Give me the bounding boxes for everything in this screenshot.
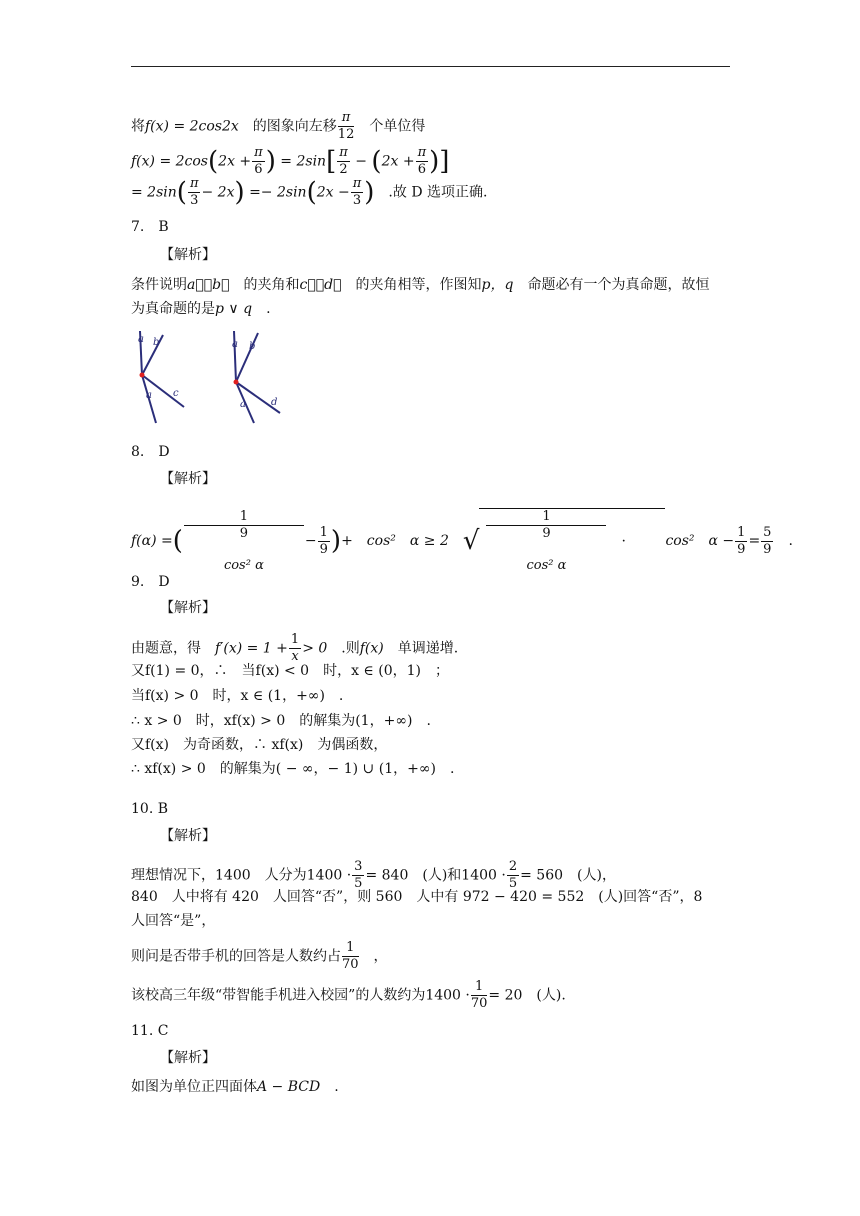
eq-line-2: f(x) = 2cos(2x + $\frac{\pi}{6}$ ) = 2sin[ $\frac{\pi}{2}$ − (2x + $\frac{\pi}{6}$ )] bbox=[131, 145, 450, 177]
question-9-line-6: ∴ xf(x) > 0 的解集为( − ∞，− 1) ∪ (1，+∞) . bbox=[131, 761, 455, 777]
question-10-number: 10. B bbox=[131, 801, 169, 817]
question-10-line-3: 人回答“是”， bbox=[131, 913, 216, 929]
question-10-line-4: 则问是否带手机的回答是人数约占 $\frac{1}{70}$ ， bbox=[131, 940, 388, 972]
label-a2-right: a bbox=[240, 399, 246, 410]
label-b-right: b bbox=[249, 341, 256, 352]
question-11-analysis-label: 【解析】 bbox=[160, 1050, 216, 1066]
question-7-analysis-label: 【解析】 bbox=[160, 247, 216, 263]
question-7-text-line-2: 为真命题的是p ∨ q . bbox=[131, 301, 271, 317]
question-8-analysis-label: 【解析】 bbox=[160, 471, 216, 487]
question-10-analysis-label: 【解析】 bbox=[160, 828, 216, 844]
label-a-left: a bbox=[138, 334, 144, 345]
eq-line-3: = 2sin( $\frac{\pi}{3}$ − 2x) =− 2sin(2x − $\frac{\pi}{3}$ ) .故 D 选项正确. bbox=[131, 176, 488, 208]
question-11-number: 11. C bbox=[131, 1023, 169, 1039]
question-11-line-1: 如图为单位正四面体A − BCD . bbox=[131, 1079, 339, 1095]
header-rule bbox=[131, 66, 730, 67]
question-10-line-1: 理想情况下，1400 人分为1400 · $\frac{3}{5}$ = 840 (人)和1400 · $\frac{2}{5}$ = 560 (人)， bbox=[131, 859, 616, 891]
label-b-left: b bbox=[153, 337, 160, 348]
question-8-formula: f(α) =( 1 9 cos² α − $\frac{1}{9}$ )+ cos² α ≥ 2 √ 1 9 cos² α · cos² α − $\frac{1}{9}$ = $\frac{5}{9}$ . bbox=[131, 508, 793, 573]
label-c-left: c bbox=[173, 388, 179, 399]
question-9-number: 9. D bbox=[131, 574, 170, 590]
vector-origin-dot-left bbox=[140, 373, 145, 378]
question-9-line-3: 当f(x) > 0 时，x ∈ (1，+∞) . bbox=[131, 688, 344, 704]
question-9-line-4: ∴ x > 0 时，xf(x) > 0 的解集为(1，+∞) . bbox=[131, 713, 431, 729]
vector-figure-left bbox=[140, 331, 184, 423]
question-7-number: 7. B bbox=[131, 219, 169, 235]
label-d-right: d bbox=[271, 397, 278, 408]
question-10-line-5: 该校高三年级“带智能手机进入校园”的人数约为1400 · $\frac{1}{70}$ = 20 (人). bbox=[131, 979, 566, 1011]
label-a-right: a bbox=[232, 339, 238, 350]
question-10-line-2: 840 人中将有 420 人回答“否”，则 560 人中有 972 − 420 = 552 (人)回答“否”，8 bbox=[131, 889, 703, 905]
question-8-number: 8. D bbox=[131, 444, 170, 460]
question-7-text-line-1: 条件说明a⃗，b⃗ 的夹角和c⃗，d⃗ 的夹角相等，作图知p，q 命题必有一个为真命题，故恒 bbox=[131, 277, 710, 293]
question-9-line-1: 由题意，得 f′(x) = 1 + $\frac{1}{x}$ > 0 .则f(x) 单调递增. bbox=[131, 632, 459, 664]
question-9-analysis-label: 【解析】 bbox=[160, 600, 216, 616]
vector-angle-figure bbox=[128, 325, 298, 425]
vector-origin-dot-right bbox=[234, 380, 239, 385]
eq-line-1: 将f(x) = 2cos2x 的图象向左移 $\frac{\pi}{12}$ 个单位得 bbox=[131, 110, 426, 142]
question-9-line-5: 又f(x) 为奇函数，∴ xf(x) 为偶函数， bbox=[131, 737, 388, 753]
label-a2-left: a bbox=[146, 390, 152, 401]
question-9-line-2: 又f(1) = 0，∴ 当f(x) < 0 时，x ∈ (0，1) ； bbox=[131, 663, 449, 679]
